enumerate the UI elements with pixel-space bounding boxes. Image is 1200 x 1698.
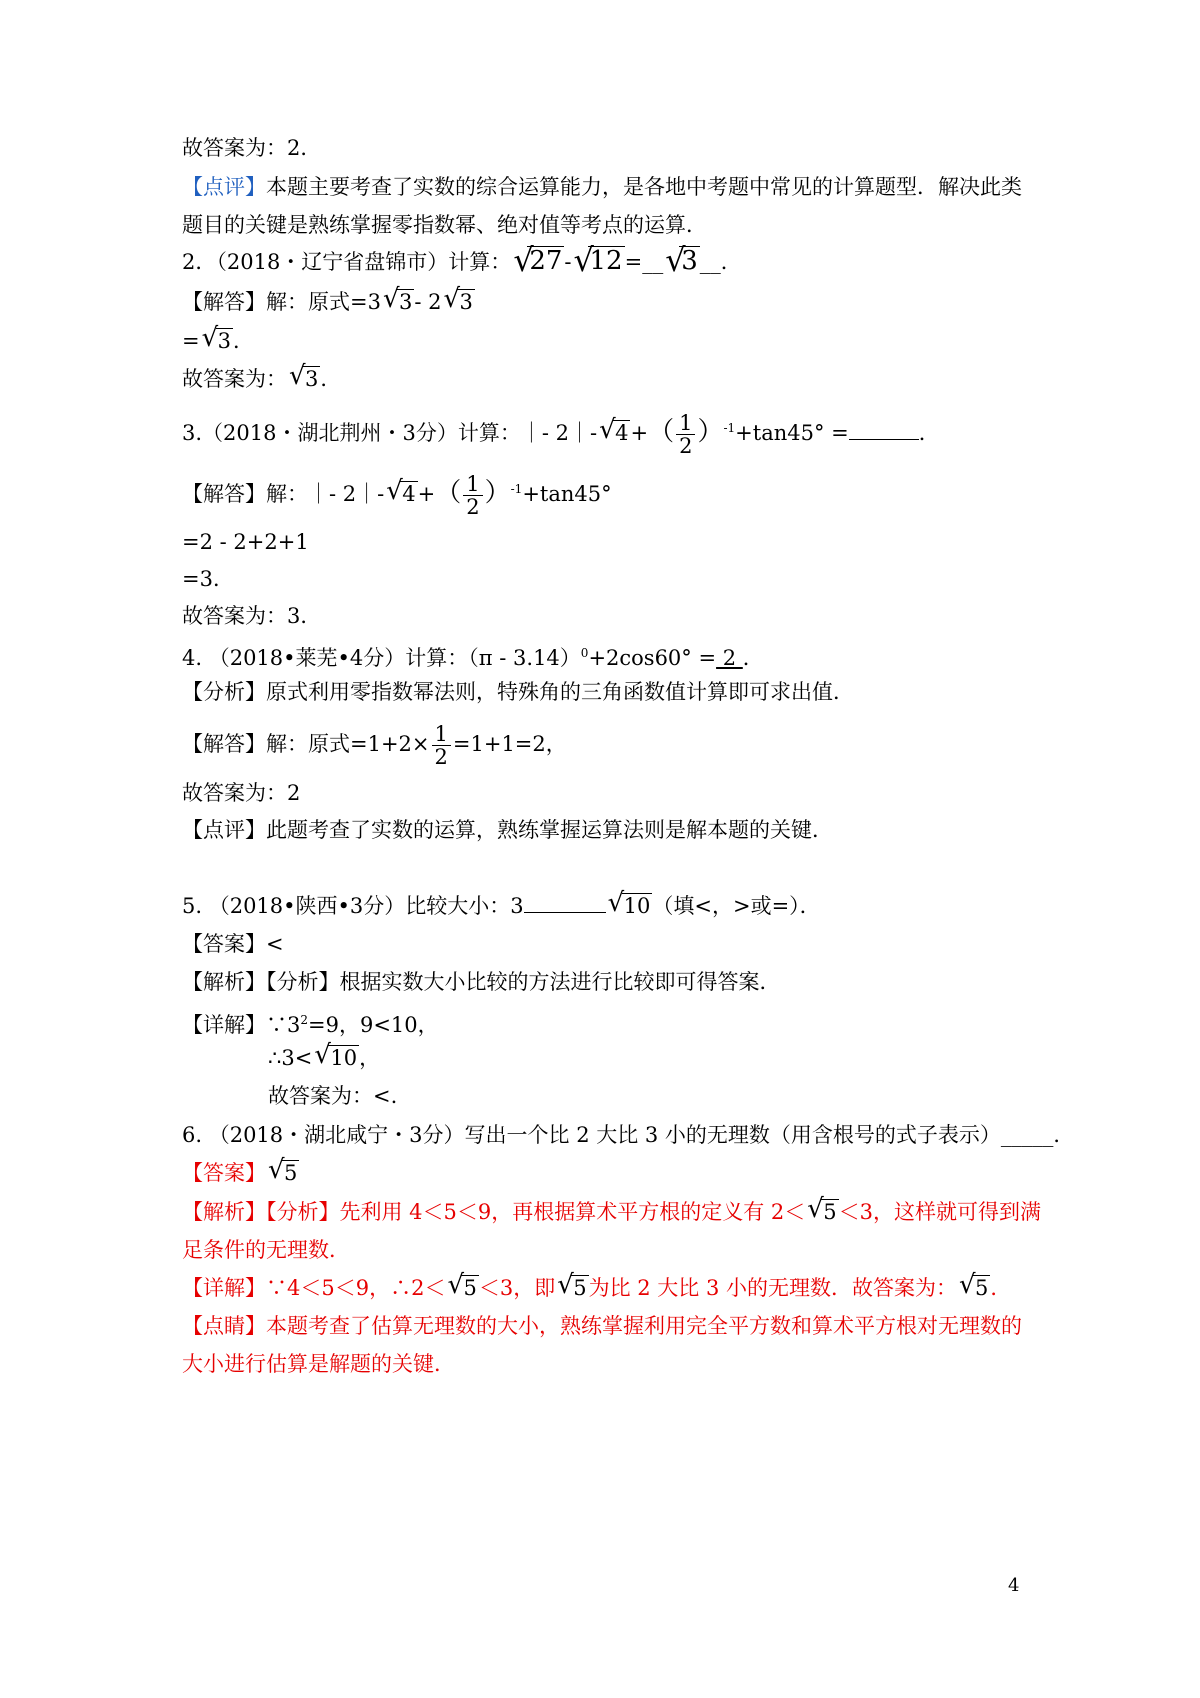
q4-comment: 【点评】此题考查了实数的运算，熟练掌握运算法则是解本题的关键． [182,818,833,842]
q5-final: 故答案为：<. [268,1084,398,1108]
q6-answer: 【答案】 √ 5 [182,1155,298,1185]
sqrt-3-answer: √ 3 [665,241,698,279]
q4-analysis: 【分析】原式利用零指数幂法则，特殊角的三角函数值计算即可求出值． [182,680,854,704]
q5-therefore: ∴3< √ 10， [268,1040,381,1070]
q2-solution: 【解答】解：原式=3 √ 3- 2 √ 3 [182,284,473,314]
comment-tag: 【点评】 [182,175,266,199]
q3-solution: 【解答】解：｜- 2｜- √ 4+（ $\frac{1}{2}$ ）$^{-1}$+tan45° [182,472,612,519]
q4-solution: 【解答】解：原式=1+2× $\frac{1}{2}$ =1+1=2， [182,722,567,769]
q6-comment-line-2: 大小进行估算是解题的关键． [182,1352,455,1376]
q2-step: = √ 3． [182,323,254,353]
q3-step-2: =3． [182,567,234,591]
q6-analysis-line-2: 足条件的无理数． [182,1238,350,1262]
sqrt-12: √ 12 [573,241,623,279]
q6-analysis-line-1: 【解析】【分析】先利用 4＜5＜9，再根据算术平方根的定义有 2＜ √ 5＜3，这样就可得到满 [182,1194,1042,1224]
q2-final: 故答案为： √ 3． [182,361,342,391]
q3-question: 3.（2018・湖北荆州・3分）计算：｜- 2｜- √ 4+（ $\frac{1}{2}$ ）$^{-1}$+tan45° = ． [182,411,940,458]
p1-answer: 故答案为：2． [182,136,322,160]
q6-question: 6. （2018・湖北咸宁・3分）写出一个比 2 大比 3 小的无理数（用含根号的式子表示）_____． [182,1123,1075,1147]
q2-question: 2．（2018・辽宁省盘锦市）计算： √ 27- √ 12=__ √ 3__． [182,241,742,279]
q3-step-1: =2 - 2+2+1 [182,530,309,554]
answer-blank [849,439,919,440]
p1-comment-line-2: 题目的关键是熟练掌握零指数幂、绝对值等考点的运算． [182,213,707,237]
q5-question: 5. （2018•陕西•3分）比较大小：3 √ 10（填<，>或=）． [182,888,821,918]
q5-detail: 【详解】$\because 3^2=9$，9<10， [182,1013,439,1037]
fraction-1-2: $\frac{1}{2}$ [676,412,695,457]
q6-detail: 【详解】∵4＜5＜9，∴2＜ √ 5＜3，即 √ 5为比 2 大比 3 小的无理数．故答案为： √ 5． [182,1270,1012,1300]
page-number: 4 [1008,1575,1020,1596]
q3-final: 故答案为：3． [182,604,322,628]
q5-answer: 【答案】< [182,932,284,956]
sqrt-27: √ 27 [513,241,563,279]
compare-blank [524,912,606,913]
q4-final: 故答案为：2 [182,781,301,805]
q5-analysis: 【解析】【分析】根据实数大小比较的方法进行比较即可得答案． [182,970,781,994]
p1-comment-line-1: 【点评】本题主要考查了实数的综合运算能力，是各地中考题中常见的计算题型．解决此类 [182,175,1022,199]
q4-question: 4. （2018•莱芜•4分）计算：（π - 3.14）$^0$+2cos60° = 2 ． [182,646,764,670]
q6-comment-line-1: 【点睛】本题考查了估算无理数的大小，熟练掌握利用完全平方数和算术平方根对无理数的 [182,1314,1022,1338]
